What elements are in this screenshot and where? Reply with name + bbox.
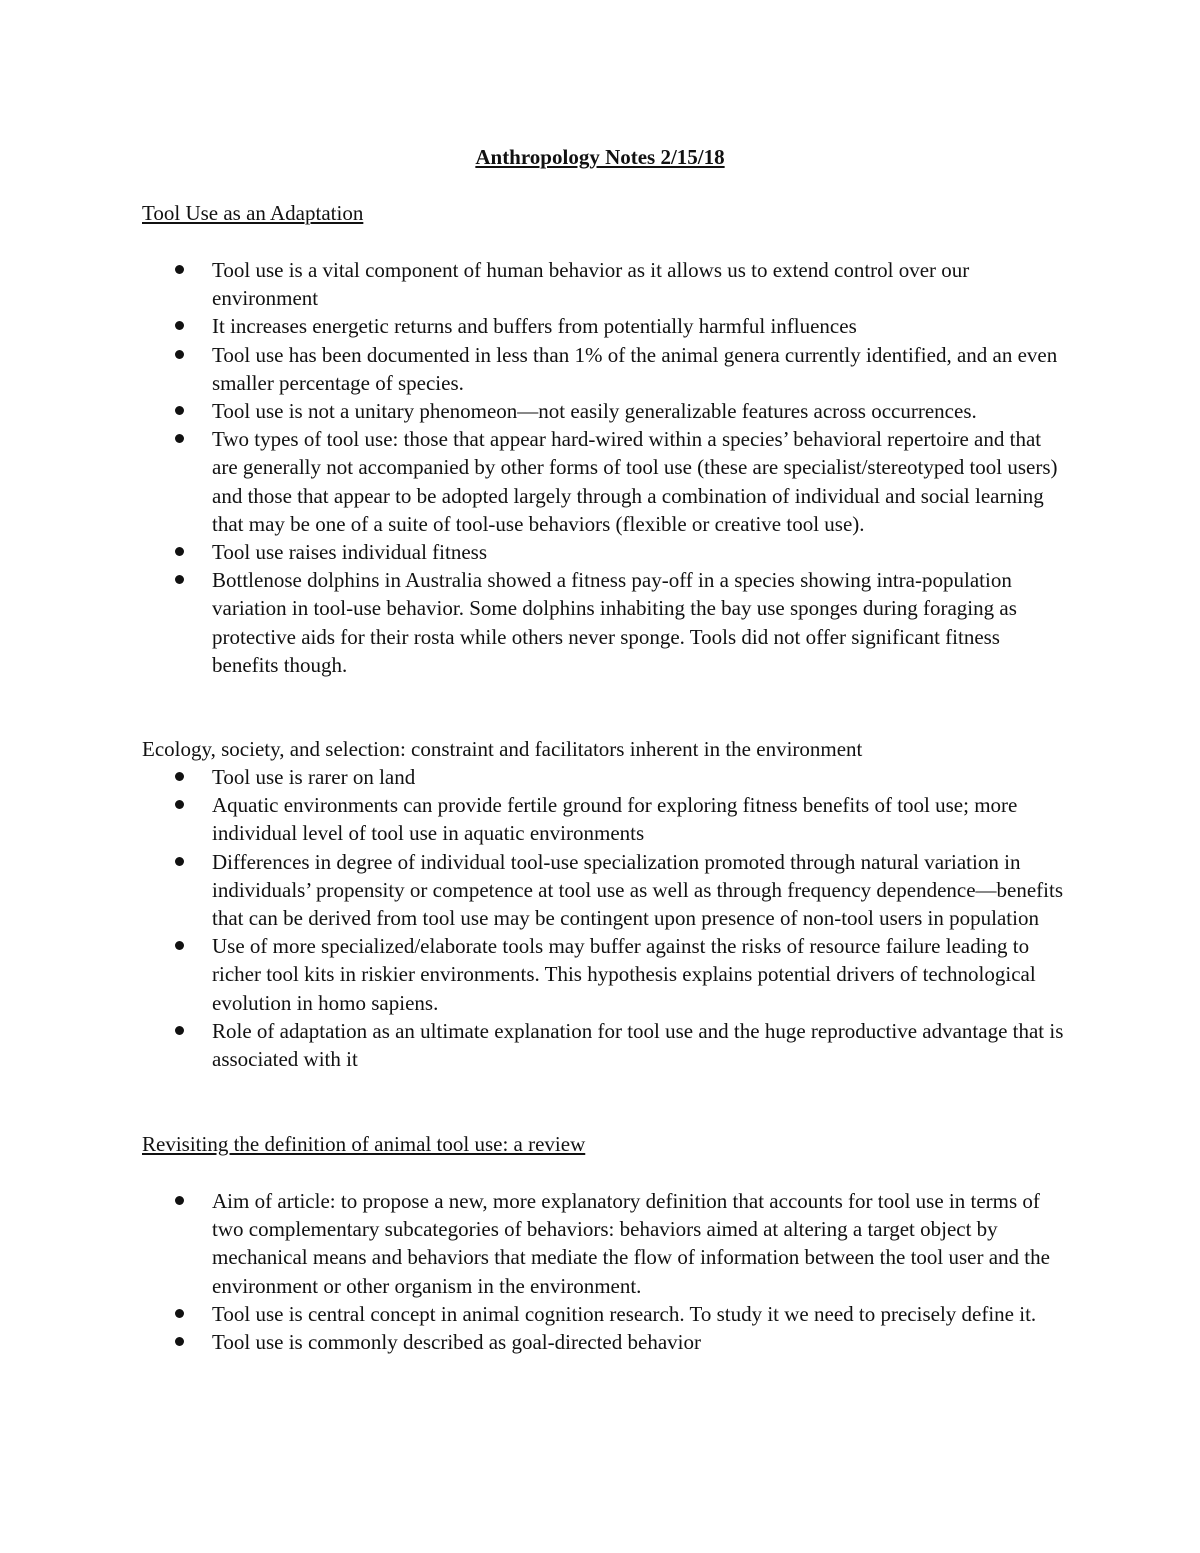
list-item: Tool use has been documented in less than 1% of the animal genera currently identified, and an even smaller percentage of species. <box>0 341 1200 397</box>
list-item: Tool use is not a unitary phenomeon—not easily generalizable features across occurrences. <box>0 397 1200 425</box>
bullet-list-revisiting-definition <box>0 1187 1200 1356</box>
list-item: Tool use is central concept in animal cognition research. To study it we need to precisely define it. <box>0 1300 1200 1328</box>
list-item: Tool use raises individual fitness <box>0 538 1200 566</box>
list-item: Use of more specialized/elaborate tools may buffer against the risks of resource failure leading to richer tool kits in riskier environments. This hypothesis explains potential drivers of technological evolution in homo sapiens. <box>0 932 1200 1017</box>
section-heading-tool-use-adaptation: Tool Use as an Adaptation <box>142 201 364 225</box>
list-item: Role of adaptation as an ultimate explanation for tool use and the huge reproductive advantage that is associated with it <box>0 1017 1200 1073</box>
list-item: Differences in degree of individual tool-use specialization promoted through natural variation in individuals’ propensity or competence at tool use as well as through frequency dependence—benefits that can be derived from tool use may be contingent upon presence of non-tool users in population <box>0 848 1200 933</box>
list-item: Aquatic environments can provide fertile ground for exploring fitness benefits of tool use; more individual level of tool use in aquatic environments <box>0 791 1200 847</box>
list-item: Tool use is a vital component of human behavior as it allows us to extend control over our environment <box>0 256 1200 312</box>
list-item: Aim of article: to propose a new, more explanatory definition that accounts for tool use in terms of two complementary subcategories of behaviors: behaviors aimed at altering a target object by mechanical means and behaviors that mediate the flow of information between the tool user and the environment or other organism in the environment. <box>0 1187 1200 1300</box>
list-item: Tool use is rarer on land <box>0 763 1200 791</box>
list-item: Bottlenose dolphins in Australia showed a fitness pay-off in a species showing intra-population variation in tool-use behavior. Some dolphins inhabiting the bay use sponges during foraging as protective aids for their rosta while others never sponge. Tools did not offer significant fitness benefits though. <box>0 566 1200 679</box>
list-item: It increases energetic returns and buffers from potentially harmful influences <box>0 312 1200 340</box>
bullet-list-ecology <box>0 763 1200 1073</box>
bullet-list-tool-use-adaptation <box>0 256 1200 679</box>
document-title: Anthropology Notes 2/15/18 <box>475 145 725 169</box>
section-heading-ecology: Ecology, society, and selection: constraint and facilitators inherent in the environment <box>142 737 863 761</box>
list-item: Two types of tool use: those that appear hard-wired within a species’ behavioral repertoire and that are generally not accompanied by other forms of tool use (these are specialist/stereotyped tool users) and those that appear to be adopted largely through a combination of individual and social learning that may be one of a suite of tool-use behaviors (flexible or creative tool use). <box>0 425 1200 538</box>
section-heading-revisiting-definition: Revisiting the definition of animal tool use: a review <box>142 1132 586 1156</box>
list-item: Tool use is commonly described as goal-directed behavior <box>0 1328 1200 1356</box>
